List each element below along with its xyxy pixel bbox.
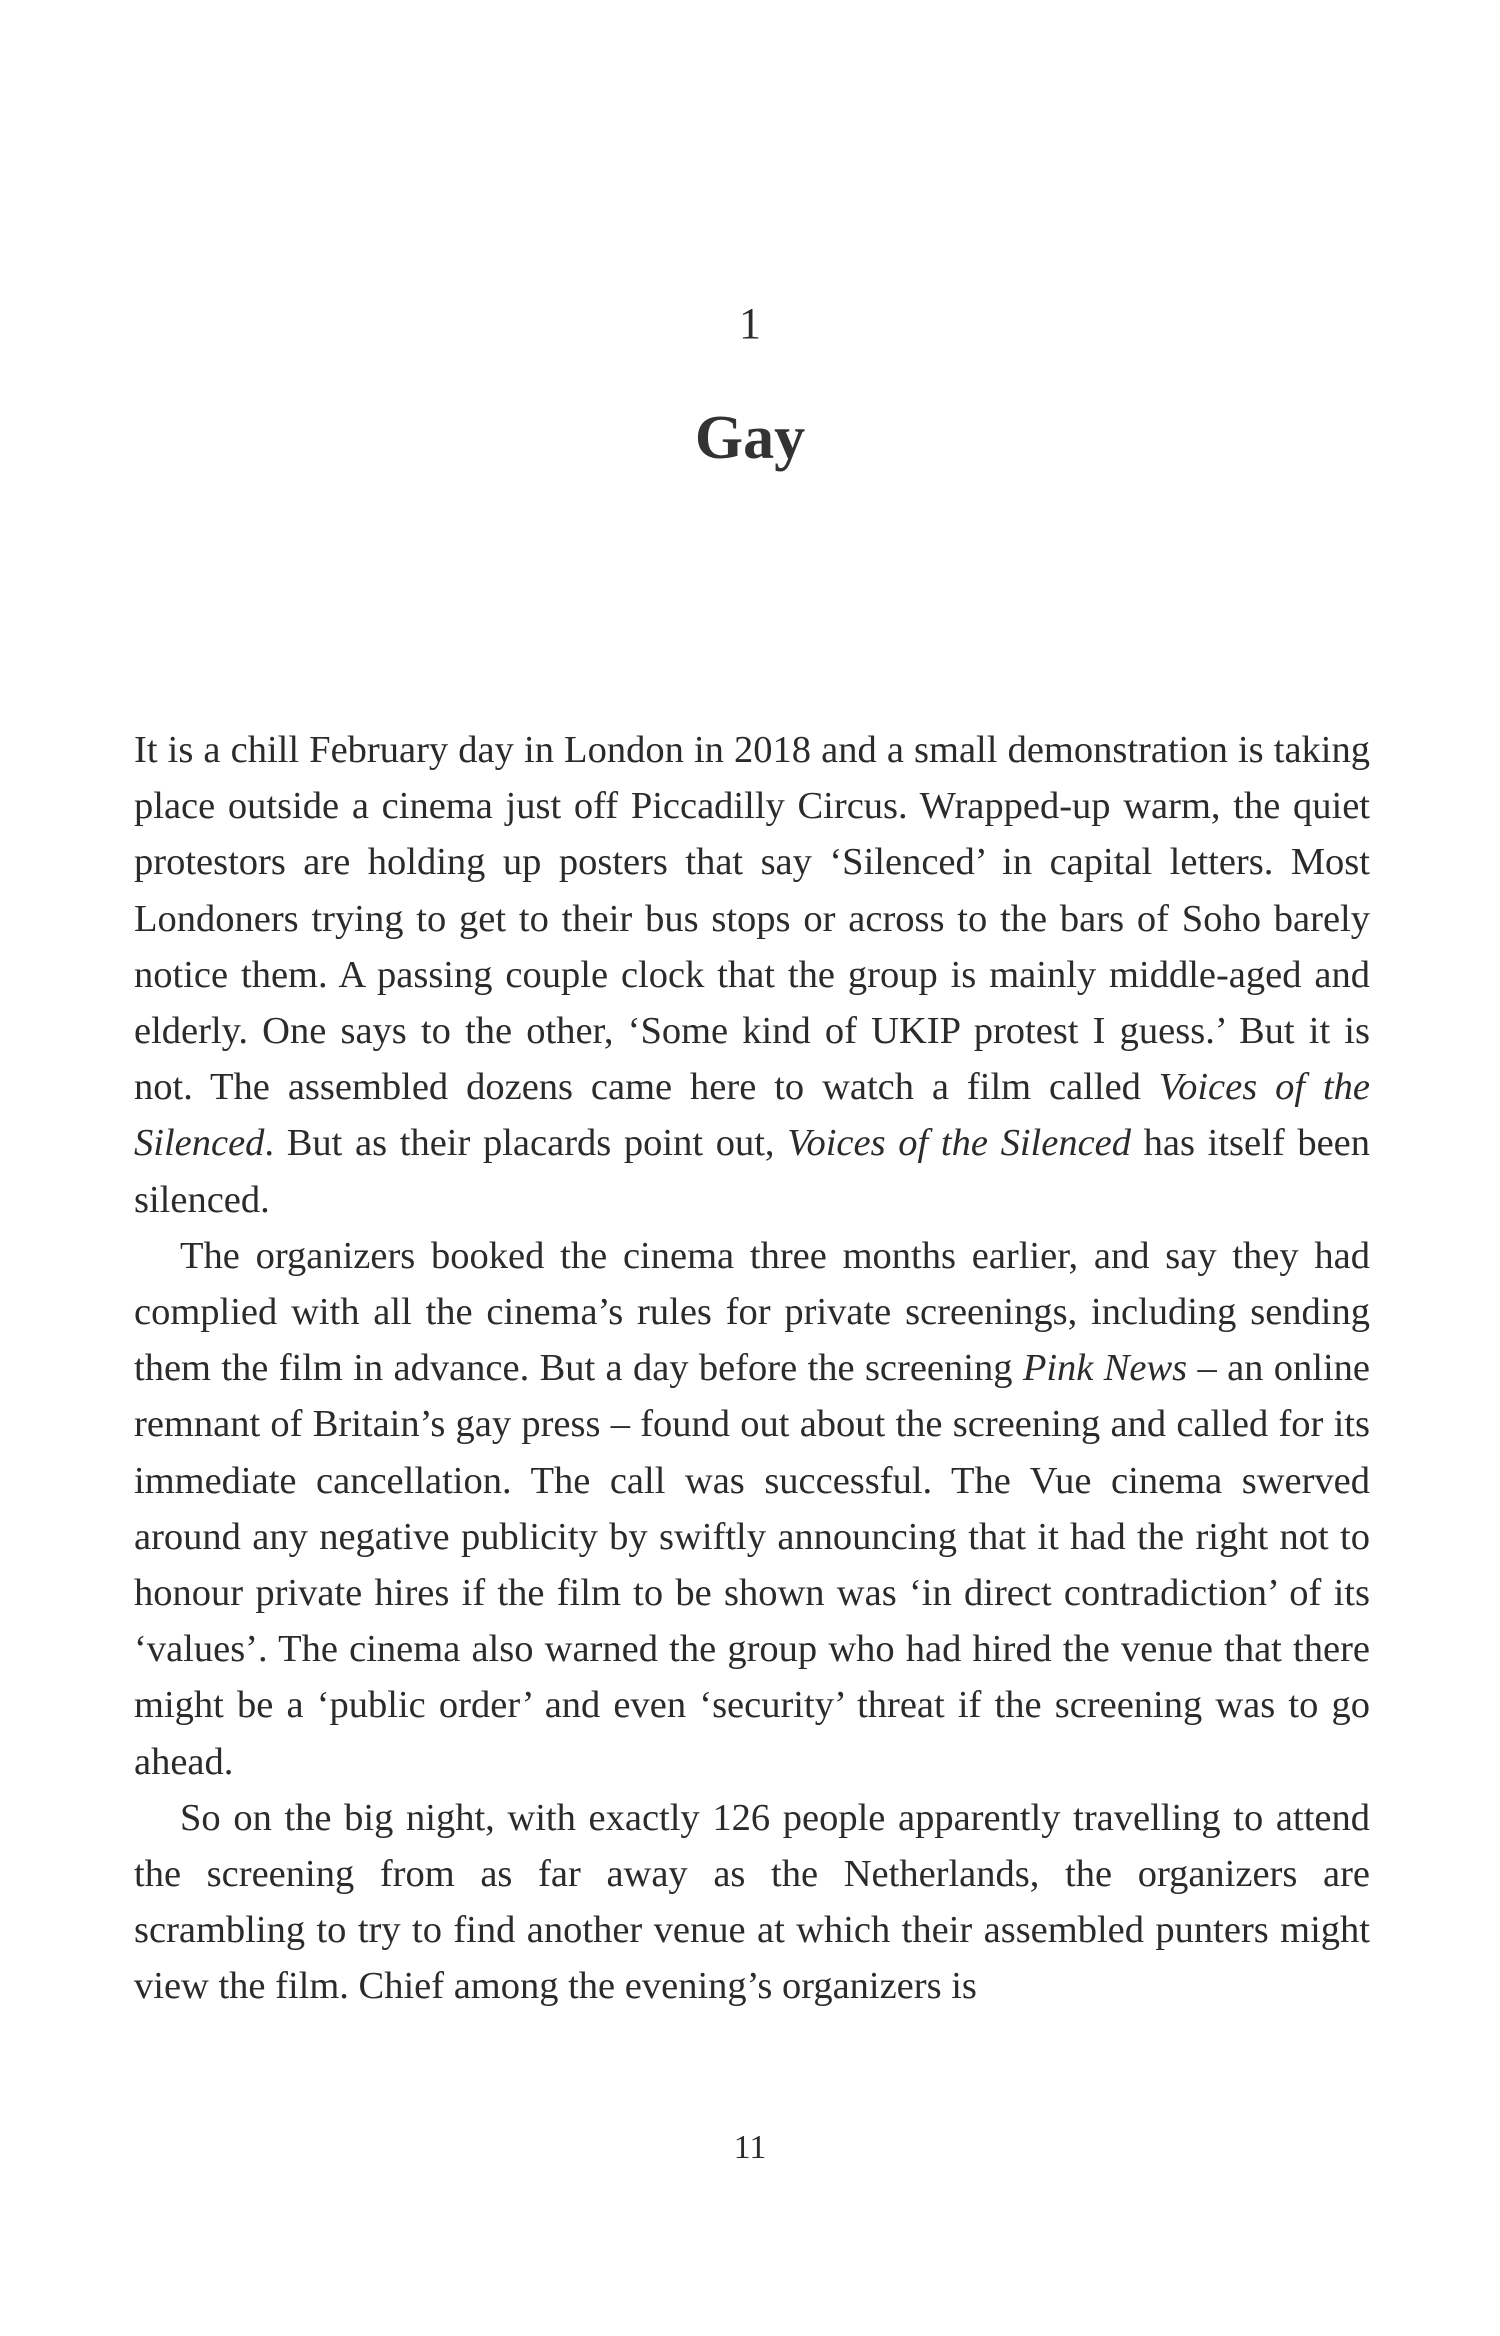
publication-title-italic: Pink News xyxy=(1022,1347,1188,1390)
text-run: . But as their placards point out, xyxy=(264,1122,788,1165)
paragraph-2 xyxy=(134,1228,1370,1790)
text-run: has itself been silenced. xyxy=(134,1122,1370,1221)
body-text xyxy=(134,722,1370,2015)
film-title-italic: Voices of the Silenced xyxy=(134,1066,1370,1165)
page-number: 11 xyxy=(733,2129,767,2166)
film-title-italic: Voices of the Silenced xyxy=(787,1122,1131,1165)
paragraph-3 xyxy=(134,1790,1370,2015)
paragraph-1 xyxy=(134,722,1370,1228)
text-run: So on the big night, with exactly 126 people apparently travelling to attend the screening from as far away as the Netherlands, the organizers are scrambling to try to find another venue at which their assembled punters might view the film. Chief among the evening’s organizers is xyxy=(134,1796,1370,2008)
chapter-title: Gay xyxy=(694,404,806,472)
text-run: – an online remnant of Britain’s gay press – found out about the screening and called for its immediate cancellation. The call was successful. The Vue cinema swerved around any negative publicity by swiftly announcing that it had the right not to honour private hires if the film to be shown was ‘in direct contradiction’ of its ‘values’. The cinema also warned the group who had hired the venue that there might be a ‘public order’ and even ‘security’ threat if the screening was to go ahead. xyxy=(134,1347,1370,1783)
text-run: The organizers booked the cinema three months earlier, and say they had complied with all the cinema’s rules for private screenings, including sending them the film in advance. But a day before the screening xyxy=(134,1234,1370,1390)
chapter-number: 1 xyxy=(739,299,761,348)
text-run: It is a chill February day in London in 2018 and a small demonstration is taking place outside a cinema just off Piccadilly Circus. Wrapped-up warm, the quiet protestors are holding up posters that say ‘Silenced’ in capital letters. Most Londoners trying to get to their bus stops or across to the bars of Soho barely notice them. A passing couple clock that the group is mainly middle-aged and elderly. One says to the other, ‘Some kind of UKIP protest I guess.’ But it is not. The assembled dozens came here to watch a film called xyxy=(134,729,1370,1109)
